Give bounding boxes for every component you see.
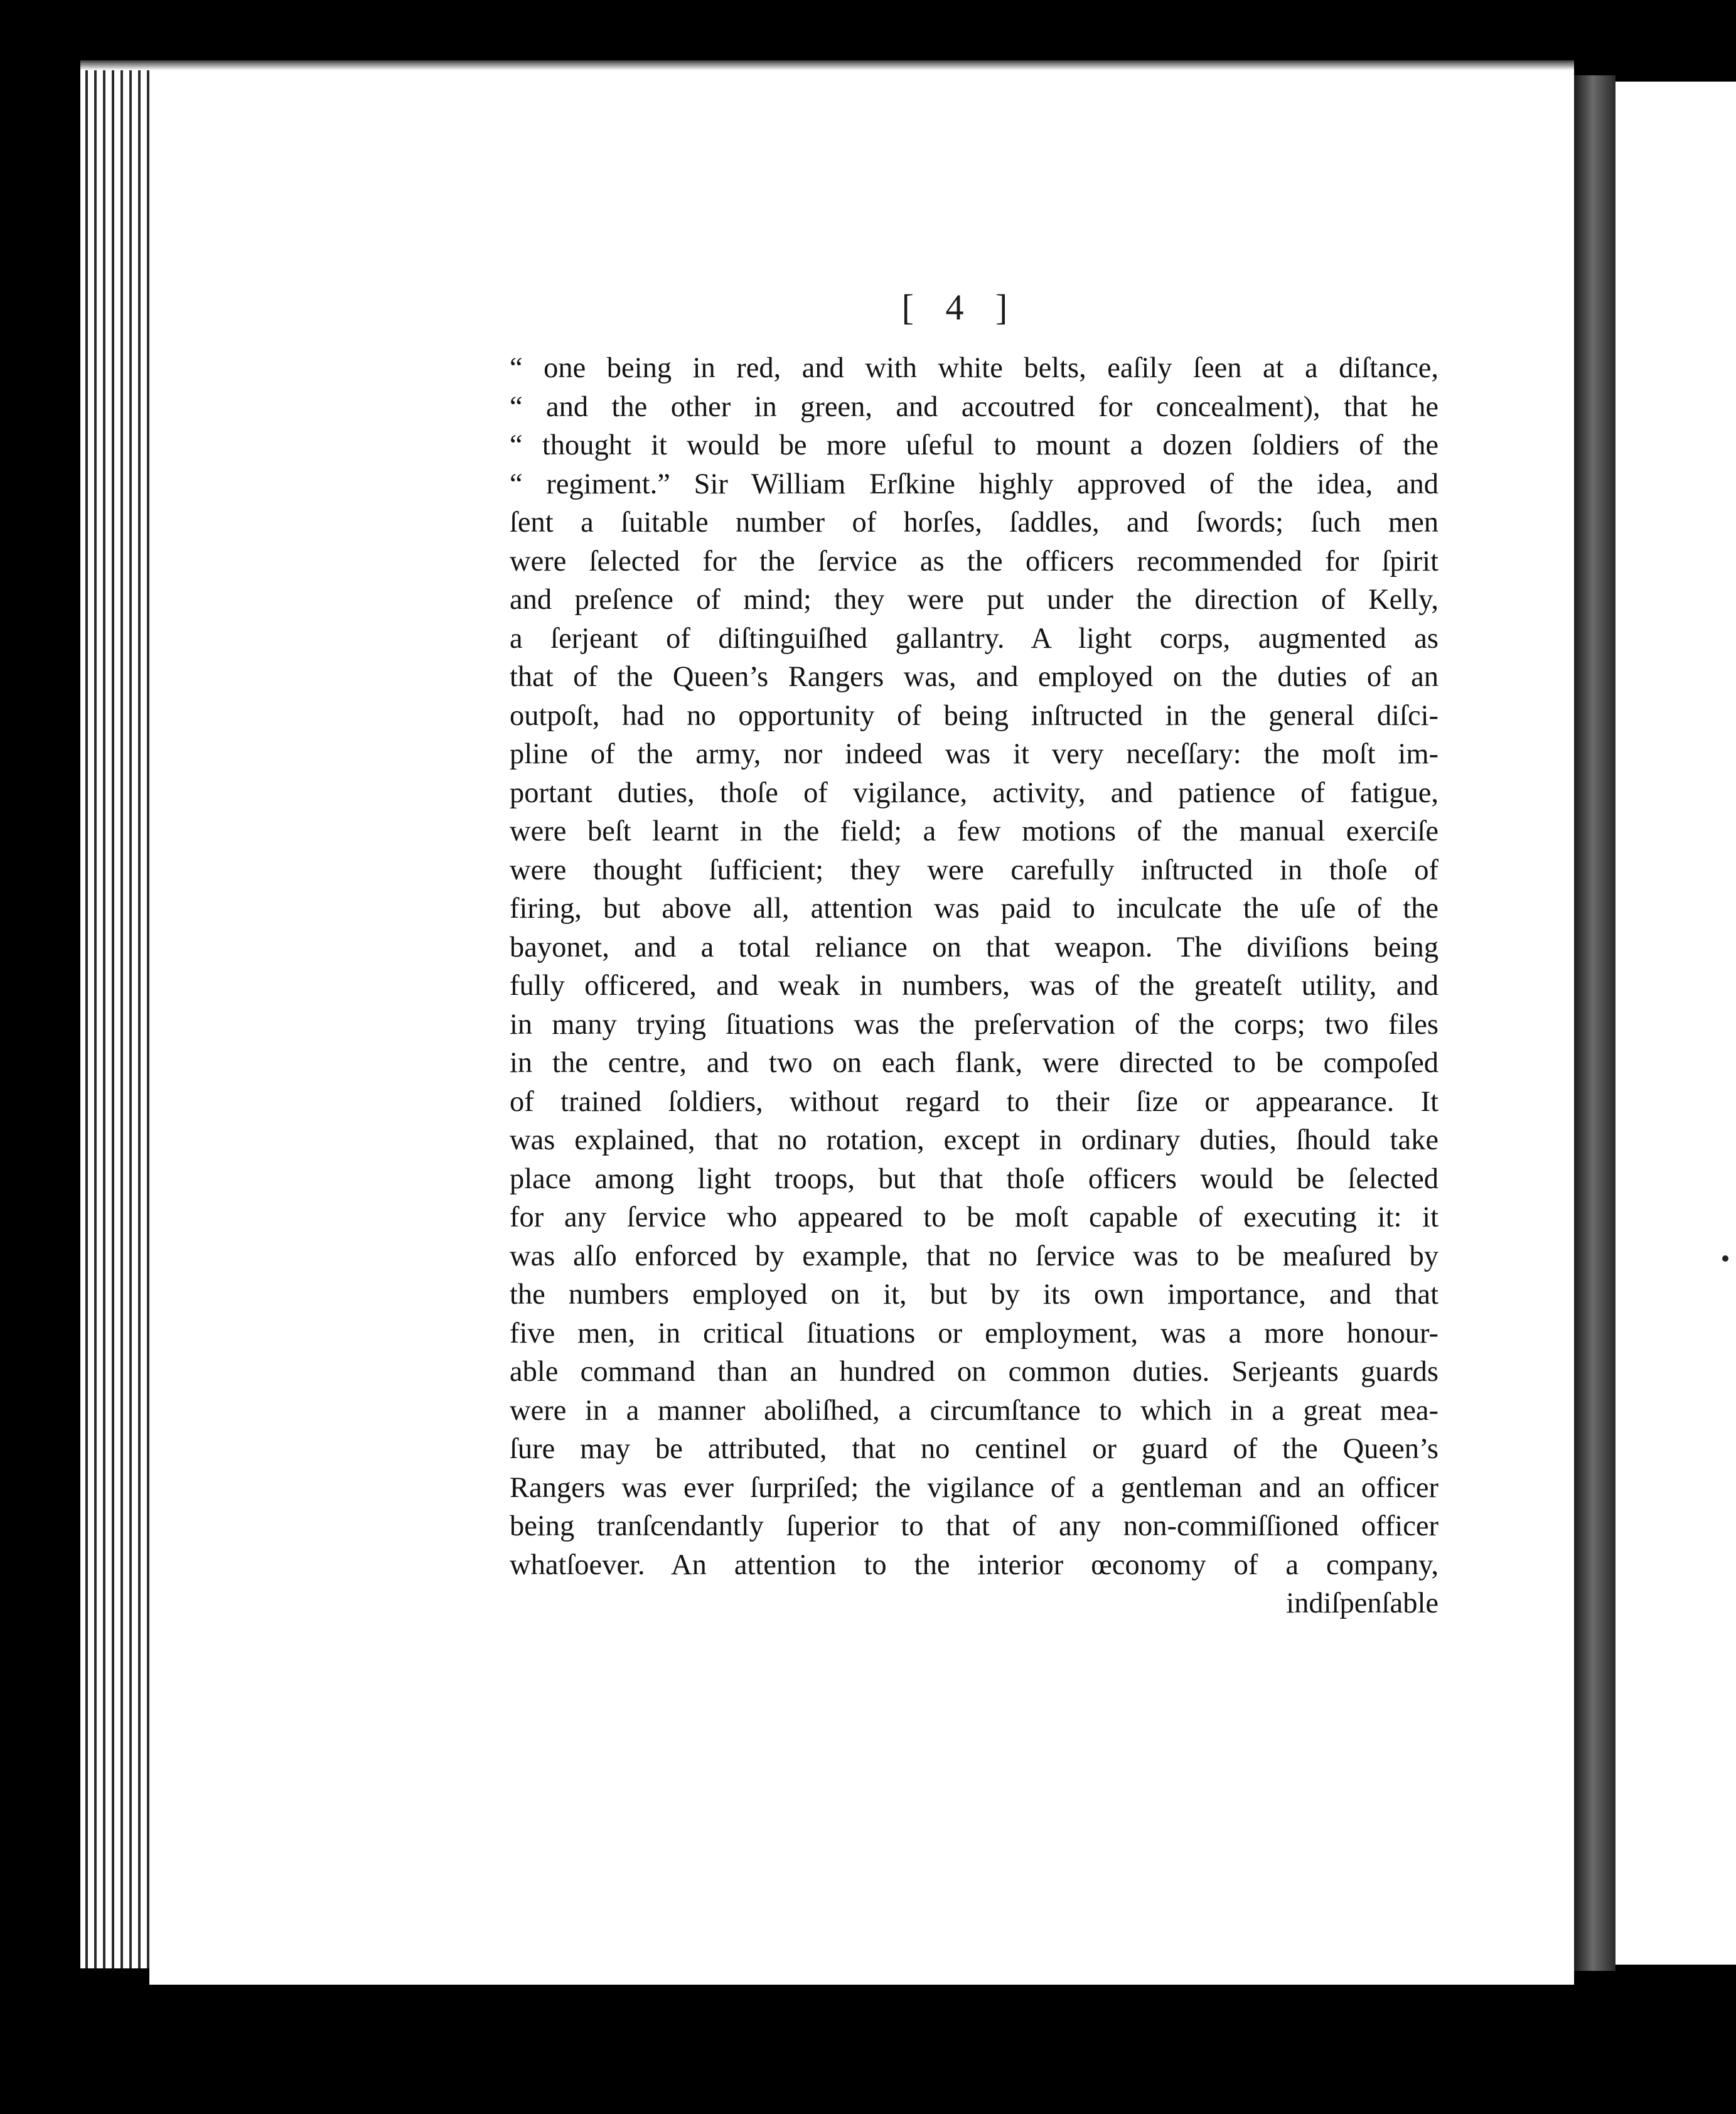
text-line: pline of the army, nor indeed was it very neceſſary: the moſt im- bbox=[510, 738, 1439, 770]
text-line: whatſoever. An attention to the interior œconomy of a company, bbox=[510, 1548, 1439, 1581]
text-line: were thought ſufficient; they were carefully inſtructed in thoſe of bbox=[510, 854, 1439, 886]
text-line: and preſence of mind; they were put under the direction of Kelly, bbox=[510, 584, 1439, 616]
text-line: five men, in critical ſituations or employment, was a more honour- bbox=[510, 1317, 1439, 1349]
book-gutter bbox=[1574, 75, 1615, 1971]
text-line: were in a manner aboliſhed, a circumſtance to which in a great mea- bbox=[510, 1394, 1439, 1427]
page-edge-line bbox=[85, 60, 88, 1968]
text-line: was alſo enforced by example, that no ſervice was to be meaſured by bbox=[510, 1240, 1439, 1272]
text-line: a ſerjeant of diſtinguiſhed gallantry. A light corps, augmented as bbox=[510, 622, 1439, 655]
body-text bbox=[510, 349, 1439, 1623]
text-line: portant duties, thoſe of vigilance, activity, and patience of fatigue, bbox=[510, 776, 1439, 809]
page-edge-line bbox=[121, 60, 123, 1968]
text-line: that of the Queen’s Rangers was, and employed on the duties of an bbox=[510, 661, 1439, 693]
text-line: ſure may be attributed, that no centinel or guard of the Queen’s bbox=[510, 1433, 1439, 1465]
page-edge-line bbox=[138, 60, 141, 1968]
page-edge-line bbox=[112, 60, 114, 1968]
page-edge-line bbox=[94, 60, 97, 1968]
page-top-shadow bbox=[80, 60, 1574, 70]
facing-page-mark bbox=[1722, 1255, 1728, 1262]
page-edge-line bbox=[103, 60, 105, 1968]
text-line: were ſelected for the ſervice as the officers recommended for ſpirit bbox=[510, 545, 1439, 577]
page-edge-line bbox=[129, 60, 132, 1968]
text-line: place among light troops, but that thoſe officers would be ſelected bbox=[510, 1162, 1439, 1195]
text-line: “ regiment.” Sir William Erſkine highly approved of the idea, and bbox=[510, 468, 1439, 500]
facing-page bbox=[1615, 82, 1736, 1965]
text-line: “ one being in red, and with white belts, eaſily ſeen at a diſtance, bbox=[510, 352, 1439, 384]
text-line: firing, but above all, attention was paid to inculcate the uſe of the bbox=[510, 893, 1439, 925]
text-line: “ and the other in green, and accoutred for concealment), that he bbox=[510, 390, 1439, 423]
text-line: able command than an hundred on common duties. Serjeants guards bbox=[510, 1356, 1439, 1388]
catchword: indiſpenſable bbox=[1286, 1587, 1439, 1619]
text-line: outpoſt, had no opportunity of being inſtructed in the general diſci- bbox=[510, 699, 1439, 732]
text-line: was explained, that no rotation, except in ordinary duties, ſhould take bbox=[510, 1124, 1439, 1156]
text-line: of trained ſoldiers, without regard to their ſize or appearance. It bbox=[510, 1085, 1439, 1118]
text-line: the numbers employed on it, but by its own importance, and that bbox=[510, 1279, 1439, 1311]
text-line: Rangers was ever ſurpriſed; the vigilance of a gentleman and an officer bbox=[510, 1471, 1439, 1504]
text-line: ſent a ſuitable number of horſes, ſaddles, and ſwords; ſuch men bbox=[510, 507, 1439, 539]
text-line: for any ſervice who appeared to be moſt capable of executing it: it bbox=[510, 1201, 1439, 1233]
page-number-header: [ 4 ] bbox=[901, 287, 1019, 328]
text-line: were beſt learnt in the field; a few motions of the manual exerciſe bbox=[510, 815, 1439, 847]
text-line: “ thought it would be more uſeful to mount a dozen ſoldiers of the bbox=[510, 429, 1439, 461]
text-line: in many trying ſituations was the preſervation of the corps; two files bbox=[510, 1008, 1439, 1041]
text-line: fully officered, and weak in numbers, was of the greateſt utility, and bbox=[510, 970, 1439, 1002]
text-line: being tranſcendantly ſuperior to that of any non-commiſſioned officer bbox=[510, 1510, 1439, 1542]
text-line: in the centre, and two on each flank, were directed to be compoſed bbox=[510, 1047, 1439, 1079]
text-line: bayonet, and a total reliance on that weapon. The diviſions being bbox=[510, 931, 1439, 963]
